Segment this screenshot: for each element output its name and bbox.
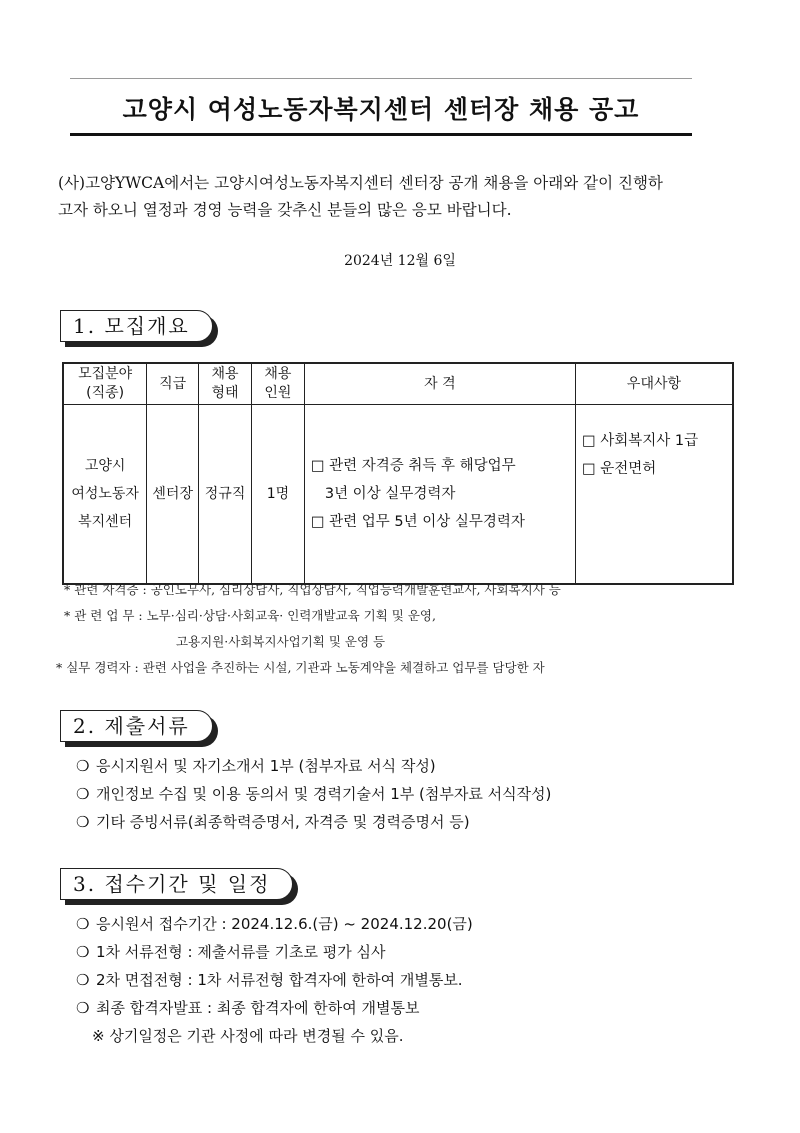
header-rank: 직급 <box>147 363 199 405</box>
header-field: 모집분야 (직종) <box>63 363 147 405</box>
circle-bullet-icon: ❍ <box>76 757 90 775</box>
top-rule <box>70 78 692 79</box>
intro-line: 고자 하오니 열정과 경영 능력을 갖추신 분들의 많은 응모 바랍니다. <box>58 201 512 219</box>
note-experience: * 실무 경력자 : 관련 사업을 추진하는 시설, 기관과 노동계약을 체결하고 업무를 담당한 자 <box>56 660 545 675</box>
recruitment-table <box>62 362 734 585</box>
section-label-text: 3. 접수기간 및 일정 <box>60 868 293 900</box>
list-item: ❍ 2차 면접전형 : 1차 서류전형 합격자에 한하여 개별통보. <box>76 966 473 994</box>
cell-qualification: □ 관련 자격증 취득 후 해당업무 3년 이상 실무경력자 □ 관련 업무 5년 이상 실무경력자 <box>304 405 575 585</box>
header-preference: 우대사항 <box>575 363 733 405</box>
header-count: 채용 인원 <box>251 363 304 405</box>
circle-bullet-icon: ❍ <box>76 971 90 989</box>
circle-bullet-icon: ❍ <box>76 813 90 831</box>
page-title: 고양시 여성노동자복지센터 센터장 채용 공고 <box>122 95 640 124</box>
cell-field: 고양시 여성노동자 복지센터 <box>63 405 147 585</box>
table-notes <box>56 577 756 681</box>
cell-type: 정규직 <box>199 405 252 585</box>
header-type: 채용 형태 <box>199 363 252 405</box>
header-qualification: 자 격 <box>304 363 575 405</box>
table-header-row <box>63 363 733 405</box>
section-label-schedule <box>60 868 293 900</box>
list-item: ❍ 최종 합격자발표 : 최종 합격자에 한하여 개별통보 <box>76 994 473 1022</box>
note-related-work: * 관 련 업 무 : 노무·심리·상담·사회교육· 인력개발교육 기획 및 운영, <box>64 608 436 623</box>
cell-count: 1명 <box>251 405 304 585</box>
schedule-list <box>76 910 473 1050</box>
table-row <box>63 405 733 585</box>
cell-preference: □ 사회복지사 1급 □ 운전면허 <box>575 405 733 585</box>
list-item: ❍ 응시원서 접수기간 : 2024.12.6.(금) ~ 2024.12.20(금) <box>76 910 473 938</box>
intro-line: (사)고양YWCA에서는 고양시여성노동자복지센터 센터장 공개 채용을 아래와 같이 진행하 <box>58 174 663 192</box>
circle-bullet-icon: ❍ <box>76 915 90 933</box>
documents-list <box>76 752 551 836</box>
circle-bullet-icon: ❍ <box>76 999 90 1017</box>
circle-bullet-icon: ❍ <box>76 943 90 961</box>
cell-rank: 센터장 <box>147 405 199 585</box>
list-item: ❍ 기타 증빙서류(최종학력증명서, 자격증 및 경력증명서 등) <box>76 808 551 836</box>
circle-bullet-icon: ❍ <box>76 785 90 803</box>
schedule-remark: ※ 상기일정은 기관 사정에 따라 변경될 수 있음. <box>92 1027 404 1045</box>
section-label-documents <box>60 710 213 742</box>
list-item: ❍ 응시지원서 및 자기소개서 1부 (첨부자료 서식 작성) <box>76 752 551 780</box>
section-label-text: 2. 제출서류 <box>60 710 213 742</box>
section-label-text: 1. 모집개요 <box>60 310 213 342</box>
list-item: ❍ 1차 서류전형 : 제출서류를 기초로 평가 심사 <box>76 938 473 966</box>
section-label-recruitment <box>60 310 213 342</box>
announcement-date: 2024년 12월 6일 <box>344 253 456 269</box>
note-related-work-cont: 고용지원·사회복지사업기획 및 운영 등 <box>176 634 386 649</box>
list-item: ❍ 개인정보 수집 및 이용 동의서 및 경력기술서 1부 (첨부자료 서식작성) <box>76 780 551 808</box>
title-rule <box>70 133 692 136</box>
intro-paragraph <box>58 170 748 224</box>
note-certificate: * 관련 자격증 : 공인노무사, 심리상담사, 직업상담사, 직업능력개발훈련교사, 사회복지사 등 <box>64 582 561 597</box>
